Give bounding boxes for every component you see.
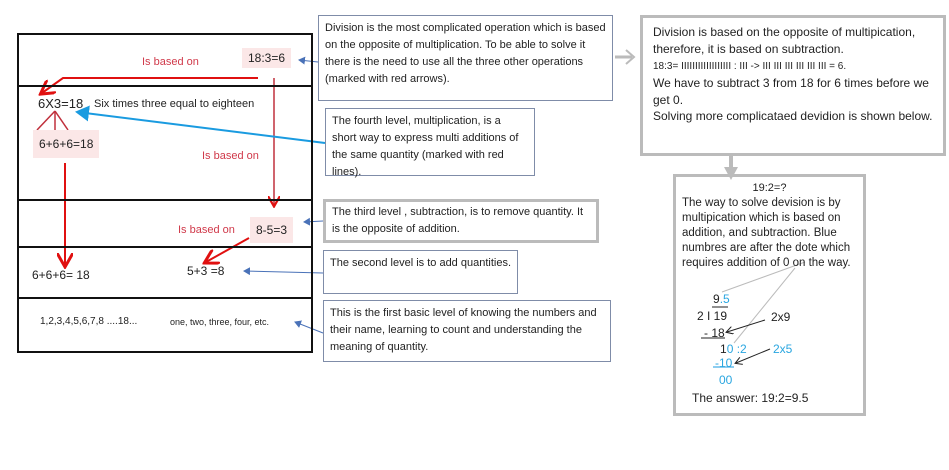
explain-line: Division is based on the opposite of multipication, therefore, it is based on subtraction. <box>653 25 916 56</box>
step1-subtract: - 18 <box>704 326 725 340</box>
explain-line: Solving more complicataed devidion is shown below. <box>653 109 933 123</box>
multiplication-words: Six times three equal to eighteen <box>94 98 255 110</box>
multiplication-equation: 6X3=18 <box>38 96 84 111</box>
division-equation: 18:3=6 <box>242 48 291 68</box>
note-division: Division is the most complicated operation which is based on the opposite of multiplication. To be able to solve it there is the need to use all the three other operations (marked with red arrows). <box>318 15 613 101</box>
number-words: one, two, three, four, etc. <box>170 317 270 327</box>
answer: The answer: 19:2=9.5 <box>692 391 809 405</box>
based-on-label: Is based on <box>202 150 259 162</box>
note-subtraction: The third level , subtraction, is to remove quantity. It is the opposite of addition. <box>323 199 599 243</box>
quotient <box>713 292 730 306</box>
divider <box>19 246 311 248</box>
remainder-added: 0 :2 <box>726 342 747 356</box>
divider <box>19 199 311 201</box>
remainder <box>720 342 747 356</box>
divider <box>19 85 311 87</box>
quotient-int: 9 <box>713 292 720 306</box>
levels-table <box>17 33 313 353</box>
counting-numbers: 1,2,3,4,5,6,7,8 ....18... <box>40 316 138 327</box>
based-on-label: Is based on <box>178 224 235 236</box>
note-addition: The second level is to add quantities. <box>323 250 518 294</box>
addition-equation: 5+3 =8 <box>187 264 225 278</box>
step2-note: 2x5 <box>773 342 793 356</box>
based-on-label: Is based on <box>142 56 199 68</box>
note-counting: This is the first basic level of knowing the numbers and their name, learning to count and understanding the meaning of quantity. <box>323 300 611 362</box>
quotient-decimal: .5 <box>719 292 730 306</box>
explain-line: We have to subtract 3 from 18 for 6 times before we get 0. <box>653 76 929 107</box>
final-remainder: 00 <box>719 373 733 387</box>
divider <box>19 297 311 299</box>
example-box <box>673 174 866 416</box>
step1-note: 2x9 <box>771 310 791 324</box>
note-multiplication: The fourth level, multiplication, is a short way to express multi additions of the same quantity (marked with red lines). <box>325 108 535 176</box>
explain-line: 18:3= IIIIIIIIIIIIIIIIII : III -> III III III III III III = 6. <box>653 61 847 72</box>
remainder-digit: 1 <box>720 342 727 356</box>
subtraction-equation: 8-5=3 <box>250 217 293 243</box>
repeated-addition-result: 6+6+6= 18 <box>32 268 90 282</box>
step2-subtract: -10 <box>715 356 733 370</box>
divisor-line: 2 I 19 <box>697 309 728 323</box>
example-text: The way to solve devision is by multipication which is based on addition, and subtraction. Blue numbres are after the dote which requires addition of 0 on the way. <box>682 197 851 269</box>
repeated-addition: 6+6+6=18 <box>33 130 99 158</box>
division-explanation <box>640 15 946 156</box>
example-question: 19:2=? <box>752 182 787 194</box>
